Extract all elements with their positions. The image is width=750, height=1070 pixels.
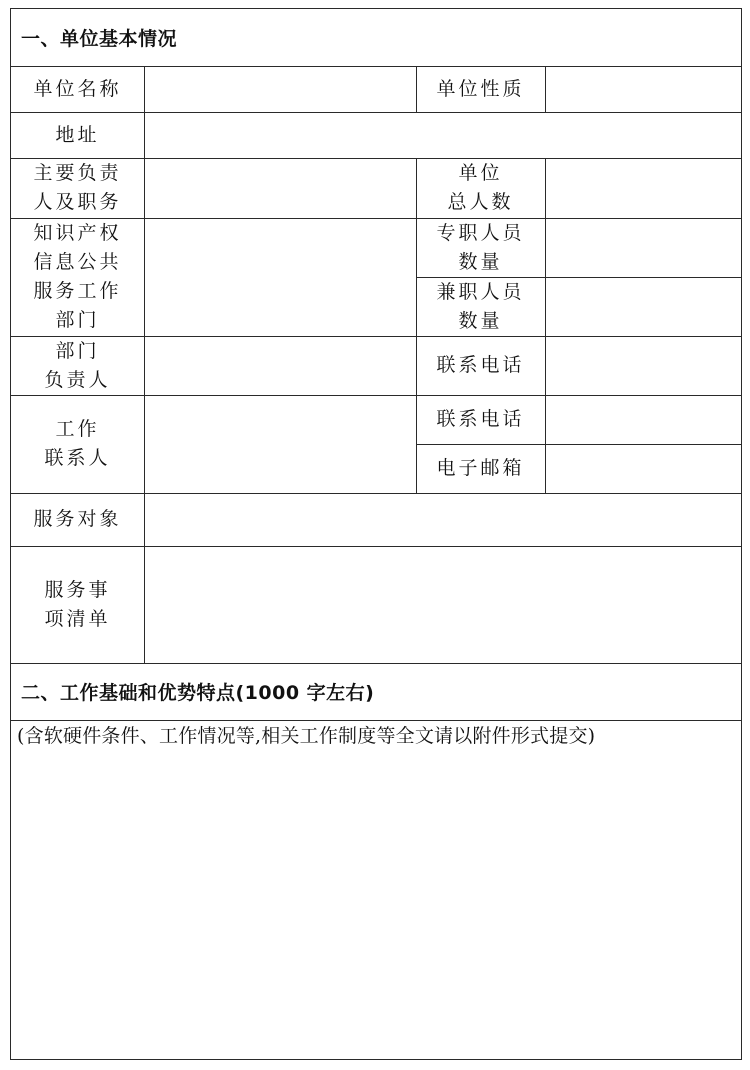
email-label: 电子邮箱 (436, 457, 525, 479)
fulltime-field[interactable] (546, 219, 741, 277)
parttime-label: 兼职人员 数量 (436, 280, 525, 332)
total-staff-field[interactable] (546, 159, 741, 218)
unit-nature-label: 单位性质 (436, 77, 525, 100)
contact-phone-field[interactable] (546, 396, 741, 444)
contact-phone-label: 联系电话 (436, 408, 525, 430)
unit-name-label: 单位名称 (33, 77, 122, 100)
service-list-label: 服务事 项清单 (44, 578, 111, 630)
leader-label: 主要负责 人及职务 (33, 162, 122, 213)
service-target-field[interactable] (145, 494, 741, 546)
foundation-field[interactable] (11, 754, 741, 1059)
leader-field[interactable] (145, 159, 416, 218)
dept-head-phone-field[interactable] (546, 337, 741, 395)
application-form (10, 8, 742, 1060)
unit-name-field[interactable] (145, 67, 416, 112)
contact-label: 工作 联系人 (44, 418, 111, 469)
contact-field[interactable] (145, 396, 416, 493)
dept-head-label: 部门 负责人 (44, 339, 111, 391)
email-field[interactable] (546, 445, 741, 493)
dept-head-phone-label: 联系电话 (436, 354, 525, 376)
service-list-field[interactable] (145, 547, 741, 663)
total-staff-label: 单位 总人数 (447, 162, 514, 213)
unit-nature-field[interactable] (546, 67, 741, 112)
ip-dept-field[interactable] (145, 219, 416, 336)
ip-dept-label: 知识产权 信息公共 服务工作 部门 (33, 222, 122, 331)
parttime-field[interactable] (546, 278, 741, 336)
section2-note: (含软硬件条件、工作情况等,相关工作制度等全文请以附件形式提交) (17, 725, 596, 747)
section1-heading: 一、单位基本情况 (21, 28, 178, 50)
address-label: 地址 (55, 123, 100, 146)
service-target-label: 服务对象 (33, 508, 122, 530)
address-field[interactable] (145, 113, 741, 158)
section2-heading: 二、工作基础和优势特点(1000 字左右) (21, 682, 375, 704)
dept-head-field[interactable] (145, 337, 416, 395)
fulltime-label: 专职人员 数量 (436, 221, 525, 273)
